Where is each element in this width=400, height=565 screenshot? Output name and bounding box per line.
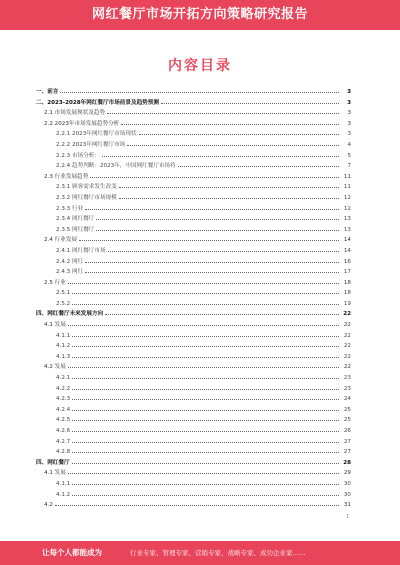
toc-entry-text: 2.2.3 市场分析： <box>56 152 100 159</box>
toc-entry[interactable] <box>36 128 351 139</box>
toc-dot-leader <box>68 467 339 474</box>
toc-entry-text: 4.1.1 <box>56 332 71 339</box>
toc-entry-page: 3 <box>347 89 351 95</box>
toc-entry-text: 2.3.3 行业 <box>56 205 84 212</box>
toc-dot-leader <box>85 203 339 210</box>
toc-entry-page: 27 <box>343 449 351 456</box>
toc-entry-text: 4.1.2 <box>56 343 71 350</box>
toc-entry[interactable] <box>36 203 351 214</box>
toc-entry[interactable] <box>36 86 351 97</box>
footer-roles: 行业专家、管理专家、营销专家、战略专家、成功企业家…… <box>130 549 306 557</box>
toc-entry-text: 4.2.4 <box>56 406 71 413</box>
toc-entry[interactable] <box>36 97 351 108</box>
toc-dot-leader <box>72 340 339 347</box>
toc-entry[interactable] <box>36 457 351 468</box>
table-of-contents <box>36 86 351 510</box>
toc-entry-page: 19 <box>343 300 351 307</box>
toc-entry[interactable] <box>36 404 351 415</box>
toc-entry[interactable] <box>36 308 351 319</box>
toc-entry-page: 18 <box>343 279 351 286</box>
toc-entry-text: 4.1.2 <box>56 491 71 498</box>
toc-dot-leader <box>68 361 339 368</box>
toc-entry-text: 2.3 行业发展趋势 <box>44 173 89 180</box>
toc-entry-text: 4.2.5 <box>56 417 71 424</box>
toc-entry[interactable] <box>36 287 351 298</box>
toc-dot-leader <box>102 150 339 157</box>
toc-entry-page: 3 <box>347 120 351 127</box>
toc-entry-text: 4.2.3 <box>56 396 71 403</box>
toc-entry-text: 4.2.8 <box>56 449 71 456</box>
toc-entry-page: 29 <box>343 470 351 477</box>
toc-entry-page: 13 <box>343 226 351 233</box>
toc-dot-leader <box>55 499 339 506</box>
toc-entry-text: 2.3.4 网红餐厅 <box>56 216 95 223</box>
toc-entry-page: 14 <box>343 237 351 244</box>
toc-entry[interactable] <box>36 467 351 478</box>
toc-entry-text: 4.2.2 <box>56 385 71 392</box>
toc-heading: 内容目录 <box>168 58 232 74</box>
toc-dot-leader <box>68 277 339 284</box>
toc-entry[interactable] <box>36 245 351 256</box>
toc-dot-leader <box>85 266 339 273</box>
footer-slogan: 让每个人都能成为 <box>42 548 102 557</box>
toc-entry-text: 一、前言 <box>36 89 59 95</box>
toc-entry-text: 2.5.2 <box>56 300 71 307</box>
toc-entry-text: 2.4.2 网红 <box>56 258 84 265</box>
toc-entry[interactable] <box>36 383 351 394</box>
toc-entry-text: 2.1 市场发展现状及趋势 <box>44 110 106 117</box>
toc-entry[interactable] <box>36 181 351 192</box>
toc-entry[interactable] <box>36 372 351 383</box>
toc-entry-page: 3 <box>347 99 351 106</box>
toc-dot-leader <box>139 128 339 135</box>
toc-entry-page: 5 <box>347 152 351 159</box>
report-header-bar <box>0 0 400 30</box>
toc-entry-text: 2.4.1 网红餐厅市场 <box>56 247 106 254</box>
toc-entry[interactable] <box>36 192 351 203</box>
toc-entry[interactable] <box>36 118 351 129</box>
toc-entry-page: 26 <box>343 428 351 434</box>
toc-entry-page: 27 <box>343 438 351 445</box>
toc-entry-page: 22 <box>343 343 351 350</box>
toc-dot-leader <box>127 139 339 146</box>
toc-entry-text: 2.5 行业 <box>44 279 66 286</box>
toc-entry-page: 22 <box>343 332 351 339</box>
toc-entry[interactable] <box>36 256 351 267</box>
toc-entry[interactable] <box>36 436 351 447</box>
toc-dot-leader <box>68 319 339 326</box>
toc-entry-text: 4.2.7 <box>56 438 71 445</box>
toc-entry-page: 25 <box>343 406 351 413</box>
toc-dot-leader <box>72 287 339 294</box>
toc-entry[interactable] <box>36 139 351 150</box>
toc-entry[interactable] <box>36 478 351 489</box>
toc-entry[interactable] <box>36 224 351 235</box>
toc-dot-leader <box>72 478 339 485</box>
toc-dot-leader <box>72 351 339 358</box>
toc-entry-page: 11 <box>343 184 351 191</box>
toc-dot-leader <box>119 181 339 188</box>
toc-dot-leader <box>72 457 339 464</box>
toc-entry[interactable] <box>36 361 351 372</box>
toc-entry[interactable] <box>36 489 351 500</box>
toc-entry-text: 4.1.3 <box>56 353 71 360</box>
toc-entry-page: 22 <box>343 364 351 371</box>
toc-entry-text: 四、网红餐厅未来发展方向 <box>36 311 104 318</box>
toc-entry-page: 17 <box>343 269 351 276</box>
toc-dot-leader <box>72 425 339 432</box>
toc-entry-page: 16 <box>343 258 351 265</box>
toc-entry-page: 7 <box>347 163 351 170</box>
toc-dot-leader <box>72 383 339 390</box>
toc-entry-page: 25 <box>343 417 351 424</box>
toc-entry-text: 4.1 发展 <box>44 322 66 329</box>
toc-dot-leader <box>105 308 339 315</box>
toc-dot-leader <box>161 97 339 104</box>
toc-dot-leader <box>90 171 339 178</box>
toc-dot-leader <box>72 436 339 443</box>
toc-entry[interactable] <box>36 351 351 362</box>
toc-dot-leader <box>107 107 339 114</box>
toc-entry-text: 2.2.2 2023年网红餐厅市场 <box>56 141 126 148</box>
toc-entry-page: 12 <box>343 205 351 212</box>
toc-entry-text: 2.5.1 <box>56 290 71 297</box>
toc-entry[interactable] <box>36 446 351 457</box>
toc-dot-leader <box>72 393 339 400</box>
toc-entry-page: 22 <box>343 322 351 329</box>
toc-dot-leader <box>85 256 339 263</box>
toc-entry-page: 23 <box>343 385 351 392</box>
toc-entry-page: 22 <box>343 353 351 360</box>
toc-entry-page: 22 <box>343 311 351 318</box>
toc-entry[interactable] <box>36 393 351 404</box>
toc-entry-page: 12 <box>343 194 351 201</box>
toc-entry-text: 4.2.6 <box>56 428 71 434</box>
toc-entry[interactable] <box>36 107 351 118</box>
toc-entry-text: 4.1 发展 <box>44 470 66 477</box>
report-title: 网红餐厅市场开拓方向策略研究报告 <box>91 7 308 22</box>
toc-entry-text: 2.2 2023年市场发展趋势分析 <box>44 120 120 127</box>
footer-bar <box>0 541 400 565</box>
toc-entry-page: 3 <box>347 131 351 138</box>
toc-entry-page: 18 <box>343 290 351 297</box>
toc-entry-text: 2.2.1 2023年网红餐厅市场现状 <box>56 131 137 138</box>
toc-entry-page: 11 <box>343 173 351 180</box>
toc-dot-leader <box>79 234 339 241</box>
toc-entry[interactable] <box>36 160 351 171</box>
toc-entry[interactable] <box>36 319 351 330</box>
toc-dot-leader <box>72 404 339 411</box>
toc-dot-leader <box>121 118 339 125</box>
toc-entry-page: 30 <box>343 491 351 498</box>
toc-dot-leader <box>72 414 339 421</box>
toc-dot-leader <box>72 372 339 379</box>
toc-entry-page: 24 <box>343 396 351 403</box>
toc-entry-page: 3 <box>347 110 351 117</box>
toc-dot-leader <box>60 86 339 93</box>
toc-entry-page: 14 <box>343 247 351 254</box>
page-number: 1 <box>346 514 350 520</box>
toc-entry[interactable] <box>36 277 351 288</box>
toc-dot-leader <box>119 192 339 199</box>
toc-entry-text: 2.3.1 顾客需求发生改变 <box>56 184 117 191</box>
toc-entry-text: 2.4.3 网红 <box>56 269 84 276</box>
toc-entry-page: 23 <box>343 375 351 382</box>
toc-entry-text: 4.2.1 <box>56 375 71 382</box>
toc-entry-page: 28 <box>343 459 351 466</box>
toc-entry[interactable] <box>36 425 351 436</box>
toc-entry[interactable] <box>36 266 351 277</box>
toc-entry-page: 4 <box>347 141 351 148</box>
toc-entry-page: 30 <box>343 480 351 487</box>
toc-entry[interactable] <box>36 414 351 425</box>
toc-entry-text: 4.1.1 <box>56 480 71 487</box>
toc-entry[interactable] <box>36 234 351 245</box>
toc-dot-leader <box>72 446 339 453</box>
toc-entry[interactable] <box>36 213 351 224</box>
toc-entry[interactable] <box>36 150 351 161</box>
toc-entry-page: 31 <box>343 502 351 509</box>
toc-dot-leader <box>72 330 339 337</box>
toc-dot-leader <box>72 489 339 496</box>
toc-entry-text: 2.4 行业发展 <box>44 237 78 244</box>
toc-entry-text: 2.3.2 网红餐厅市场规模 <box>56 194 117 201</box>
toc-entry-text: 4.2 <box>44 502 53 509</box>
toc-dot-leader <box>96 213 339 220</box>
toc-entry-text: 2.3.5 网红餐厅 <box>56 226 95 233</box>
toc-entry-text: 二、2023-2028年网红餐厅市场前景及趋势预测 <box>36 99 159 106</box>
toc-entry[interactable] <box>36 171 351 182</box>
toc-entry-page: 13 <box>343 216 351 223</box>
toc-entry[interactable] <box>36 499 351 510</box>
toc-entry[interactable] <box>36 330 351 341</box>
toc-dot-leader <box>96 224 339 231</box>
toc-entry-text: 2.2.4 趋势判断：2023年，中国网红餐厅市场将 <box>56 163 176 170</box>
toc-entry[interactable] <box>36 298 351 309</box>
toc-dot-leader <box>178 160 339 167</box>
toc-dot-leader <box>108 245 339 252</box>
toc-entry-text: 4.2 发展 <box>44 364 66 371</box>
toc-entry[interactable] <box>36 340 351 351</box>
toc-entry-text: 四、网红餐厅 <box>36 459 70 466</box>
toc-dot-leader <box>72 298 339 305</box>
